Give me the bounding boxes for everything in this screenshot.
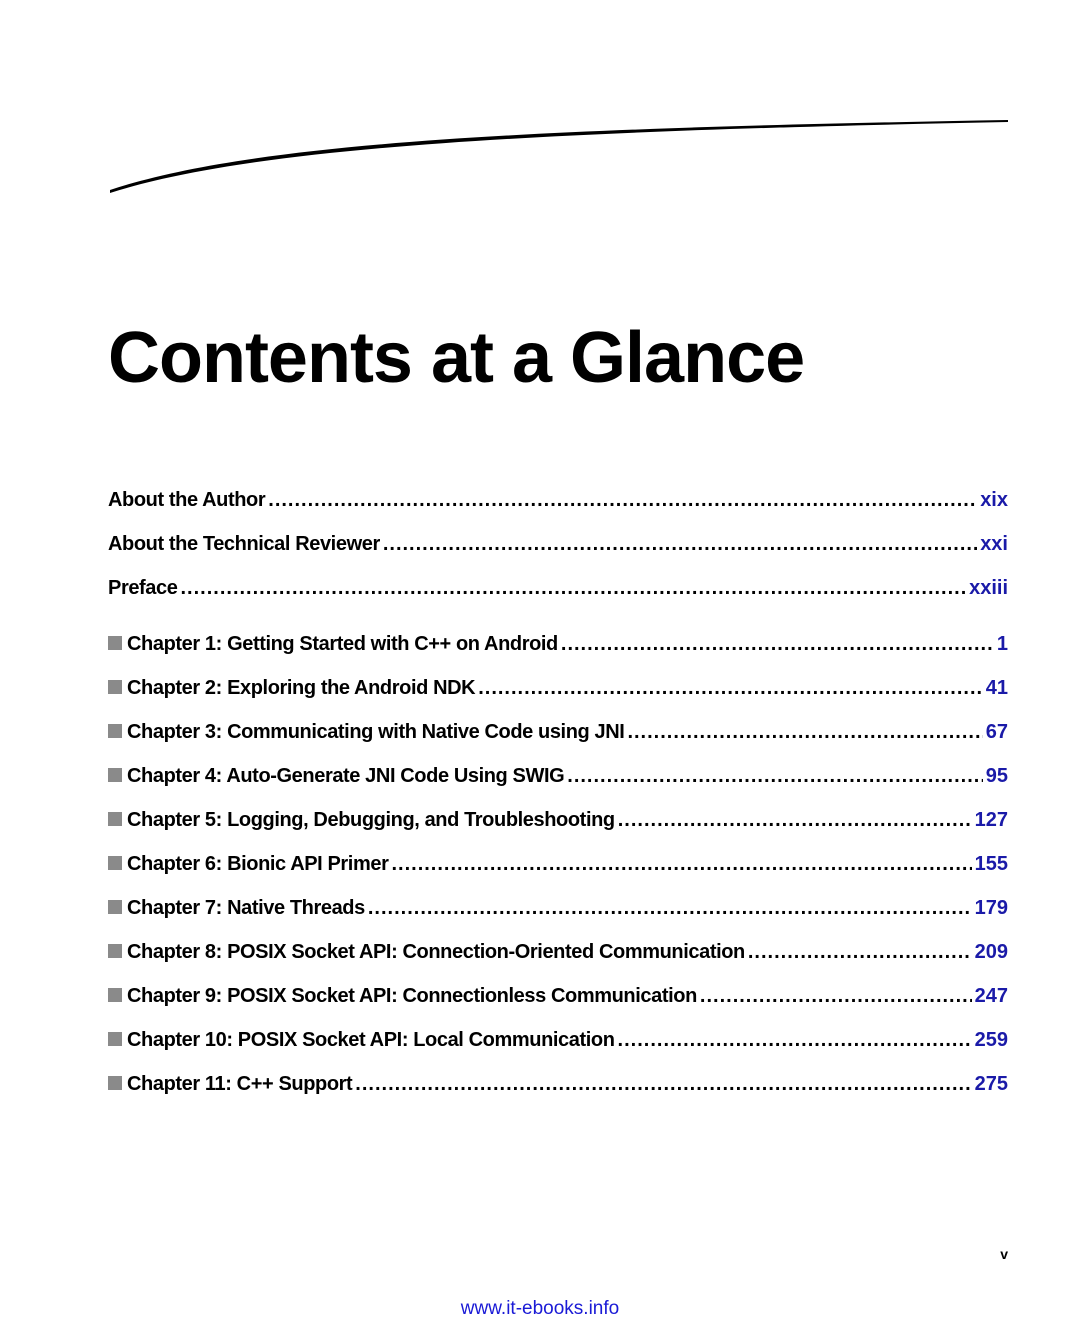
toc-entry-label: About the Author xyxy=(108,489,266,511)
dot-leader xyxy=(268,478,977,522)
dot-leader xyxy=(700,974,972,1018)
toc-chapter-entry[interactable] xyxy=(108,886,1008,930)
toc-chapter-entry[interactable] xyxy=(108,1018,1008,1062)
toc-page-link[interactable]: xxiii xyxy=(969,577,1008,599)
square-bullet-icon xyxy=(108,1032,122,1046)
toc-page-link[interactable]: xix xyxy=(980,489,1008,511)
toc-page-link[interactable]: 155 xyxy=(974,853,1008,875)
toc-chapter-entry[interactable] xyxy=(108,974,1008,1018)
toc-chapter-entry[interactable] xyxy=(108,842,1008,886)
dot-leader xyxy=(618,1018,972,1062)
decorative-swoosh xyxy=(0,0,1080,200)
toc-chapter-entry[interactable] xyxy=(108,754,1008,798)
toc-entry-label: About the Technical Reviewer xyxy=(108,533,380,555)
page-number: v xyxy=(1000,1246,1008,1262)
dot-leader xyxy=(383,522,977,566)
toc-page-link[interactable]: 275 xyxy=(974,1073,1008,1095)
toc-entry-label: Preface xyxy=(108,577,178,599)
square-bullet-icon xyxy=(108,812,122,826)
toc-page-link[interactable]: 67 xyxy=(985,721,1008,743)
toc-page-link[interactable]: 41 xyxy=(985,677,1008,699)
toc-entry[interactable] xyxy=(108,478,1008,522)
footer-url-link[interactable]: www.it-ebooks.info xyxy=(460,1298,620,1319)
toc-entry-label: Chapter 4: Auto-Generate JNI Code Using SWIG xyxy=(127,765,565,787)
toc-chapter-entry[interactable] xyxy=(108,1062,1008,1106)
toc-page-link[interactable]: 259 xyxy=(974,1029,1008,1051)
toc-entry[interactable] xyxy=(108,566,1008,610)
square-bullet-icon xyxy=(108,944,122,958)
toc-page-link[interactable]: 179 xyxy=(974,897,1008,919)
toc-chapter-entry[interactable] xyxy=(108,930,1008,974)
toc-entry-label: Chapter 5: Logging, Debugging, and Troubleshooting xyxy=(127,809,615,831)
toc-chapter-entry[interactable] xyxy=(108,798,1008,842)
square-bullet-icon xyxy=(108,636,122,650)
square-bullet-icon xyxy=(108,856,122,870)
toc-entry-label: Chapter 10: POSIX Socket API: Local Communication xyxy=(127,1029,615,1051)
dot-leader xyxy=(748,930,972,974)
toc-entry-label: Chapter 9: POSIX Socket API: Connectionless Communication xyxy=(127,985,697,1007)
dot-leader xyxy=(355,1062,971,1106)
toc-chapter-entry[interactable] xyxy=(108,666,1008,710)
toc-entry-label: Chapter 8: POSIX Socket API: Connection-Oriented Communication xyxy=(127,941,745,963)
toc-entry-label: Chapter 6: Bionic API Primer xyxy=(127,853,389,875)
toc-entry-label: Chapter 2: Exploring the Android NDK xyxy=(127,677,476,699)
dot-leader xyxy=(561,622,994,666)
toc-chapter-entry[interactable] xyxy=(108,710,1008,754)
toc-page-link[interactable]: 127 xyxy=(974,809,1008,831)
toc-page-link[interactable]: 1 xyxy=(996,633,1008,655)
toc-page-link[interactable]: 209 xyxy=(974,941,1008,963)
toc-chapter-entry[interactable] xyxy=(108,622,1008,666)
square-bullet-icon xyxy=(108,1076,122,1090)
toc-list xyxy=(108,478,1008,1106)
toc-page-link[interactable]: 247 xyxy=(974,985,1008,1007)
square-bullet-icon xyxy=(108,988,122,1002)
toc-entry-label: Chapter 7: Native Threads xyxy=(127,897,365,919)
dot-leader xyxy=(391,842,971,886)
square-bullet-icon xyxy=(108,768,122,782)
square-bullet-icon xyxy=(108,900,122,914)
square-bullet-icon xyxy=(108,680,122,694)
toc-page-link[interactable]: 95 xyxy=(985,765,1008,787)
dot-leader xyxy=(618,798,972,842)
dot-leader xyxy=(627,710,982,754)
dot-leader xyxy=(368,886,972,930)
toc-entry-label: Chapter 3: Communicating with Native Code using JNI xyxy=(127,721,625,743)
dot-leader xyxy=(478,666,983,710)
toc-entry-label: Chapter 1: Getting Started with C++ on Android xyxy=(127,633,558,655)
dot-leader xyxy=(567,754,982,798)
dot-leader xyxy=(180,566,966,610)
square-bullet-icon xyxy=(108,724,122,738)
toc-page-link[interactable]: xxi xyxy=(980,533,1008,555)
toc-entry[interactable] xyxy=(108,522,1008,566)
toc-entry-label: Chapter 11: C++ Support xyxy=(127,1073,353,1095)
page-title: Contents at a Glance xyxy=(108,318,805,398)
